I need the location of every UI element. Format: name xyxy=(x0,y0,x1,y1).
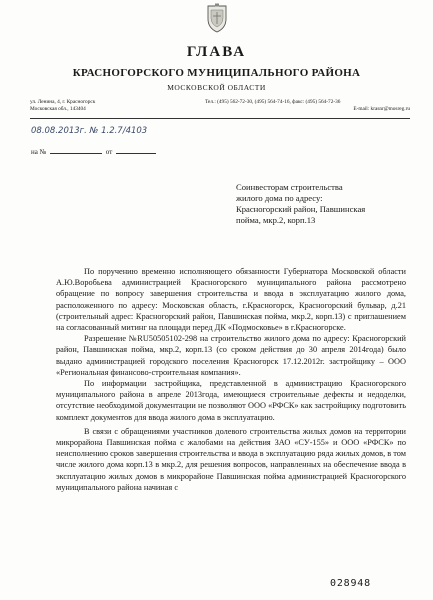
reference-number-label: на № xyxy=(31,148,47,156)
coat-of-arms-icon xyxy=(206,3,228,33)
body-paragraph-text: По поручению временно исполняющего обязанности Губернатора Московской области А.Ю.Воробьева администрацией Красногорского муниципального района рассмотрено обращение по вопросу завершения строительства и ввода в эксплуатацию жилого дома, расположенного по адресу: Московская область, г.Красногорск, Красногорский бульвар, д.21 (строительный адрес: Красногорский район, Павшинская пойма, мкр.2, корп.13) с приглашением на согласованный митинг на площади перед ДК «Подмосковье» в г.Красногорске. xyxy=(56,267,406,333)
body-paragraph xyxy=(56,333,406,378)
body-paragraph-text: В связи с обращениями участников долевого строительства жилых домов на территории микрорайона Павшинская пойма с жалобами на действия ЗАО «СУ-155» и ООО «РФСК» по неисполнению сроков завершения строительства и ввода в эксплуатацию ряда жилых домов, в том числе жилого дома корп.13 в мкр.2, для решения вопросов, направленных на обеспечение ввода в эксплуатацию жилых домов в микрорайоне Павшинская пойма администрацией Красногорского муниципального района начиная с xyxy=(56,426,406,492)
letterhead-divider xyxy=(30,118,410,119)
addressee-line: пойма, мкр.2, корп.13 xyxy=(236,215,316,225)
body-paragraph xyxy=(56,426,406,493)
phone-fax-line: Тел.: (495) 562-72-30, (495) 564-74-16, факс: (495) 564-72-36 xyxy=(205,99,341,105)
reference-date-label: от xyxy=(105,148,113,156)
body-paragraph xyxy=(56,378,406,423)
letterhead-title: ГЛАВА xyxy=(186,44,247,60)
addressee-line: жилого дома по адресу: xyxy=(236,193,323,203)
form-serial-number: 028948 xyxy=(330,578,371,589)
addressee-block xyxy=(236,182,426,226)
addressee-line: Соинвесторам строительства xyxy=(236,182,343,192)
body-paragraph xyxy=(56,266,406,333)
reference-number-blank xyxy=(50,153,102,154)
body-paragraph-text: Разрешение №RU50505102-298 на строительство жилого дома по адресу: Красногорский район, Павшинская пойма, мкр.2, корп.13 (со сроком действия до 30 апреля 2014года) было выдано администрацией городского поселения Красногорск 17.12.2012г. застройщику – ООО «Региональная финансово-строительная компания». xyxy=(56,334,406,377)
postal-address xyxy=(30,99,95,113)
body-paragraph-text: По информации застройщика, представленной в администрацию Красногорского муниципального района в апреле 2013года, имеющиеся строительные дефекты и недоделки, отсутствие необходимой документации не позволяют ООО «РФСК» как застройщику подготовить комплект документов для ввода жилого дома в эксплуатацию. xyxy=(56,379,406,422)
letter-body xyxy=(56,266,406,493)
registration-handwritten: 08.08.2013г. № 1.2.7/4103 xyxy=(31,126,148,136)
reference-line xyxy=(31,148,158,156)
address-line-1: ул. Ленина, 4, г. Красногорск xyxy=(30,99,96,105)
letterhead-region: МОСКОВСКОЙ ОБЛАСТИ xyxy=(167,83,266,92)
contact-details xyxy=(205,99,410,113)
addressee-line: Красногорский район, Павшинская xyxy=(236,204,366,214)
reference-date-blank xyxy=(116,153,156,154)
email-line: E-mail: krasnr@mosreg.ru xyxy=(353,106,410,112)
address-line-2: Московская обл., 143404 xyxy=(30,106,86,112)
letterhead-subtitle: КРАСНОГОРСКОГО МУНИЦИПАЛЬНОГО РАЙОНА xyxy=(72,67,361,79)
